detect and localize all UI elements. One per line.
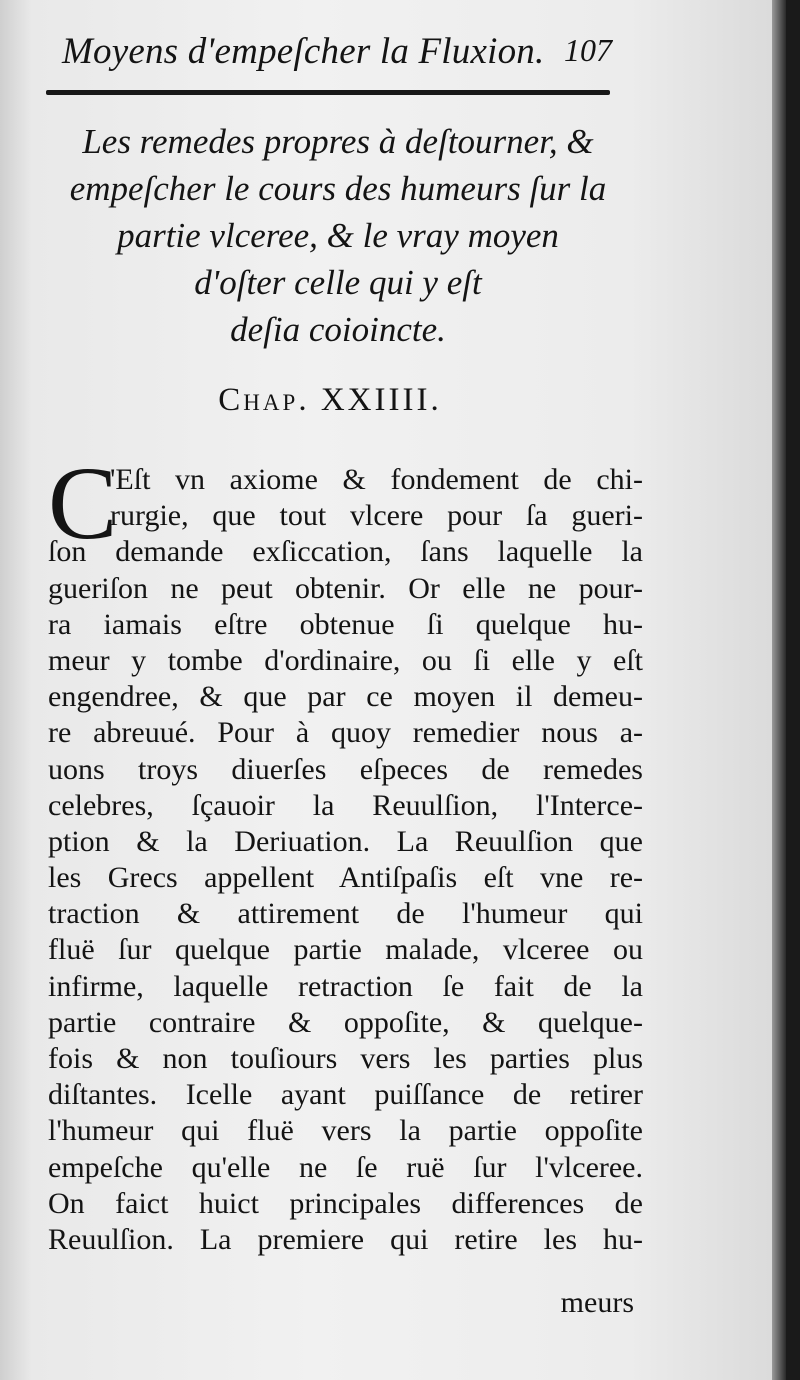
heading-line: empeſcher le cours des humeurs ſur la <box>69 169 607 208</box>
heading-line: deſia coioincte. <box>230 310 446 349</box>
text-line: les Grecs appellent Antiſpaſis eſt vne re- <box>48 861 643 895</box>
drop-cap: C <box>48 446 118 561</box>
page-edge-shadow <box>772 0 786 1380</box>
text-line: re abreuué. Pour à quoy remedier nous a- <box>48 716 643 750</box>
catchword: meurs <box>560 1286 634 1319</box>
page-number: 107 <box>564 32 612 68</box>
heading-line: partie vlceree, & le vray moyen <box>117 216 559 255</box>
text-line: On faict huict principales differences de <box>48 1186 643 1220</box>
text-line: gueriſon ne peut obtenir. Or elle ne pour- <box>48 571 643 605</box>
text-line: partie contraire & oppoſite, & quelque- <box>48 1005 643 1039</box>
text-line: engendree, & que par ce moyen il demeu- <box>48 680 643 714</box>
text-line: rurgie, que tout vlcere pour ſa gueri- <box>110 499 643 533</box>
head-rule <box>46 90 610 95</box>
heading-line: Les remedes propres à deſtourner, & <box>82 122 594 161</box>
text-line: infirme, laquelle retraction ſe fait de la <box>48 969 643 1003</box>
text-line: ption & la Deriuation. La Reuulſion que <box>48 824 643 858</box>
running-head <box>62 24 622 72</box>
text-line: traction & attirement de l'humeur qui <box>48 897 643 931</box>
text-line: diſtantes. Icelle ayant puiſſance de retirer <box>48 1078 643 1112</box>
heading-line: d'oſter celle qui y eſt <box>194 263 482 302</box>
chapter-label: Chap. XXIIII. <box>218 382 442 418</box>
text-line: empeſche qu'elle ne ſe ruë ſur l'vlceree. <box>48 1150 643 1184</box>
text-line: fois & non touſiours vers les parties plus <box>48 1042 643 1075</box>
text-line: ſon demande exſiccation, ſans laquelle la <box>48 535 643 569</box>
text-line: celebres, ſçauoir la Reuulſion, l'Interce- <box>48 788 643 822</box>
section-heading <box>38 118 638 353</box>
text-line: Reuulſion. La premiere qui retire les hu- <box>48 1222 643 1256</box>
text-line: ra iamais eſtre obtenue ſi quelque hu- <box>48 607 643 641</box>
text-line: uons troys diuerſes eſpeces de remedes <box>48 752 643 786</box>
text-line: fluë ſur quelque partie malade, vlceree ou <box>48 933 643 967</box>
body-text <box>48 462 643 1258</box>
text-line: l'humeur qui fluë vers la partie oppoſite <box>48 1114 643 1148</box>
text-line: meur y tombe d'ordinaire, ou ſi elle y eſt <box>48 643 643 677</box>
running-title: Moyens d'empeſcher la Fluxion. <box>62 31 545 72</box>
text-line: 'Eſt vn axiome & fondement de chi- <box>110 463 643 496</box>
